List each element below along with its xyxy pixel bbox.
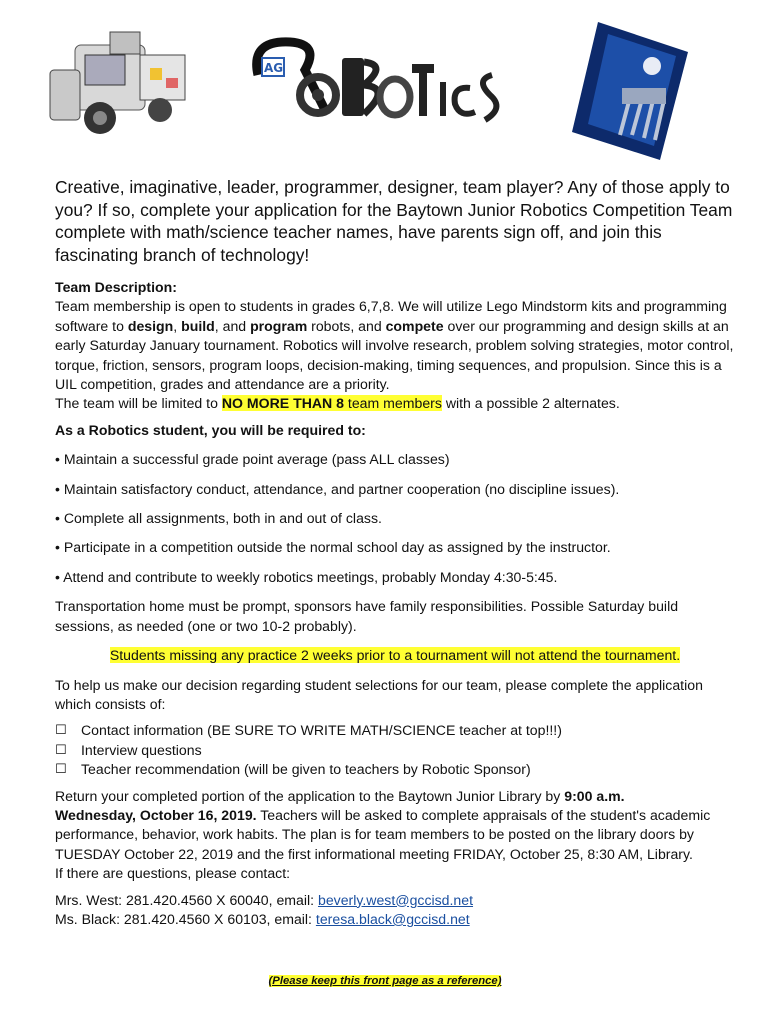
logo-badge: AG — [264, 61, 284, 75]
checkbox-icon[interactable]: ☐ — [55, 742, 67, 758]
team-description-heading: Team Description: — [55, 279, 177, 295]
checkbox-icon[interactable]: ☐ — [55, 723, 67, 739]
td-text-a: Team membership is open to students in grades 6,7,8. We will utilize Lego Mindstorm kits and programming software to — [55, 298, 727, 334]
application-item-label: Contact information (BE SURE TO WRITE MATH/SCIENCE teacher at top!!!) — [81, 722, 562, 739]
word-program: program — [250, 317, 308, 334]
requirement-item: • Maintain satisfactory conduct, attendance, and partner cooperation (no discipline issues). — [55, 480, 620, 497]
intro-paragraph: Creative, imaginative, leader, programmer, designer, team player? Any of those apply to you? If so, complete your application for the Baytown Junior Robotics Competition Team complete with math/science teacher names, have parents sign off, and join this fascinating branch of technology! — [55, 177, 733, 265]
application-intro: To help us make our decision regarding student selections for our team, please complete the application which consists of: — [55, 676, 703, 712]
contact-label: Ms. Black: 281.420.4560 X 60103, email: — [55, 910, 316, 927]
td-sep-3: robots, and — [307, 317, 386, 334]
limit-pre: The team will be limited to — [55, 395, 222, 412]
contact-line — [55, 891, 735, 910]
lego-robot-image — [50, 32, 185, 134]
requirement-item: • Participate in a competition outside the normal school day as assigned by the instructor. — [55, 539, 611, 556]
return-paragraph — [55, 787, 735, 865]
questions-line: If there are questions, please contact: — [55, 865, 291, 882]
team-limit-line — [55, 394, 735, 413]
contact-line — [55, 910, 735, 929]
footer-note — [0, 975, 770, 987]
td-sep-1: , — [173, 317, 182, 334]
header-banner — [0, 0, 770, 170]
email-link[interactable]: beverly.west@gccisd.net — [317, 891, 474, 908]
limit-post: with a possible 2 alternates. — [441, 395, 620, 412]
td-sep-2: , and — [214, 317, 251, 334]
return-pre: Return your completed portion of the application to the Baytown Junior Library by — [55, 787, 565, 804]
contact-label: Mrs. West: 281.420.4560 X 60040, email: — [55, 891, 318, 908]
transport-paragraph: Transportation home must be prompt, sponsors have family responsibilities. Possible Saturday build sessions, as needed (one or two 10-2 probably). — [55, 598, 679, 634]
requirement-item: • Maintain a successful grade point average (pass ALL classes) — [55, 451, 450, 468]
email-link[interactable]: teresa.black@gccisd.net — [315, 910, 470, 927]
application-item — [55, 741, 735, 760]
footer-text: (Please keep this front page as a reference) — [268, 975, 502, 987]
warning-text: Students missing any practice 2 weeks prior to a tournament will not attend the tournament. — [109, 647, 681, 664]
checkbox-icon[interactable]: ☐ — [55, 762, 67, 778]
word-design: design — [127, 317, 174, 334]
return-date: Wednesday, October 16, 2019. — [55, 806, 257, 823]
requirements-heading: As a Robotics student, you will be required to: — [55, 421, 366, 438]
header-graphics — [0, 0, 770, 170]
application-item-label: Interview questions — [81, 741, 202, 758]
requirement-item: • Complete all assignments, both in and out of class. — [55, 510, 382, 527]
robot-hand-image — [572, 22, 688, 160]
return-post: Teachers will be asked to complete appraisals of the student's academic performance, behavior, work habits. The plan is for team members to be posted on the library doors by TUESDAY October 22, 2019 and the first informational meeting FRIDAY, October 25, 8:30 AM, Library. — [55, 806, 711, 862]
word-compete: compete — [385, 317, 444, 334]
td-text-b: over our programming and design skills at an early Saturday January tournament. Robotics will involve research, problem solving strategies, motor control, torque, friction, sensors, program loops, decision-making, timing sequences, and propulsion. Since this is a UIL competition, grades and attendance are a priority. — [55, 317, 734, 393]
return-time: 9:00 a.m. — [564, 787, 625, 804]
word-build: build — [181, 317, 215, 334]
application-item — [55, 721, 735, 740]
limit-bold: NO MORE THAN 8 — [221, 395, 344, 412]
application-item-label: Teacher recommendation (will be given to teachers by Robotic Sponsor) — [81, 761, 531, 778]
team-description-paragraph — [55, 297, 735, 394]
warning-line — [55, 646, 735, 665]
robotics-logo — [257, 42, 497, 120]
document-body — [55, 278, 735, 929]
limit-highlight: team members — [344, 395, 442, 412]
requirement-item: • Attend and contribute to weekly robotics meetings, probably Monday 4:30-5:45. — [55, 568, 558, 585]
application-item — [55, 760, 735, 779]
